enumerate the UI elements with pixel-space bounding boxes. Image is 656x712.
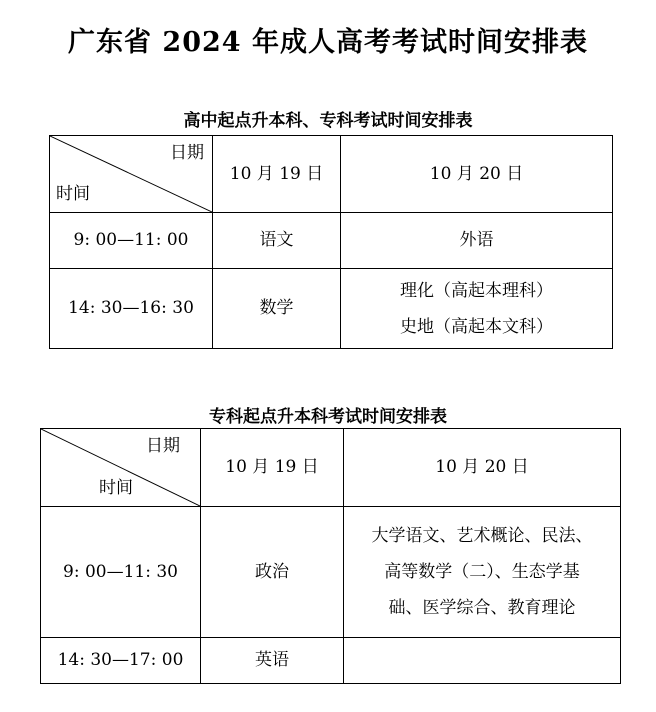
table2-row1-day2 bbox=[344, 507, 621, 638]
table1-row1-day1: 语文 bbox=[213, 213, 341, 269]
table1-col-header-day2: 10 月 20 日 bbox=[341, 136, 613, 213]
table2-corner-time: 时间 bbox=[99, 478, 133, 499]
table2-corner-date: 日期 bbox=[146, 436, 180, 456]
table1-col-header-day1: 10 月 19 日 bbox=[213, 136, 341, 213]
table1-corner-date: 日期 bbox=[170, 143, 204, 163]
table1-row2-day2-line: 史地（高起本文科） bbox=[400, 316, 553, 337]
table2-caption: 专科起点升本科考试时间安排表 bbox=[209, 407, 447, 427]
table1-row2-day1: 数学 bbox=[213, 269, 341, 349]
table2-row1-day2-line: 大学语文、艺术概论、民法、 bbox=[371, 526, 593, 546]
table2-col-header-day2: 10 月 20 日 bbox=[344, 429, 621, 507]
table1 bbox=[49, 135, 613, 349]
table2-row2-day1: 英语 bbox=[201, 638, 344, 684]
table1-row1-day2-line: 外语 bbox=[459, 230, 494, 251]
table2-row1-day2-line: 高等数学（二）、生态学基 bbox=[384, 562, 580, 582]
table1-row1-day2 bbox=[341, 213, 613, 269]
table2 bbox=[40, 428, 621, 684]
table2-row1-day2-line: 础、医学综合、教育理论 bbox=[388, 598, 576, 618]
table2-row2-time: 14: 30—17: 00 bbox=[41, 638, 201, 684]
table1-row1-time: 9: 00—11: 00 bbox=[50, 213, 213, 269]
table2-row1-day1: 政治 bbox=[201, 507, 344, 638]
table1-corner-cell bbox=[50, 136, 213, 213]
table2-row2-day2 bbox=[344, 638, 621, 684]
table1-row2-day2 bbox=[341, 269, 613, 349]
page-title: 广东省 2024 年成人高考考试时间安排表 bbox=[68, 27, 588, 58]
table2-col-header-day1: 10 月 19 日 bbox=[201, 429, 344, 507]
table2-corner-cell bbox=[41, 429, 201, 507]
table2-row1-time: 9: 00—11: 30 bbox=[41, 507, 201, 638]
table1-corner-time: 时间 bbox=[56, 184, 90, 205]
table1-row2-time: 14: 30—16: 30 bbox=[50, 269, 213, 349]
table1-row2-day2-line: 理化（高起本理科） bbox=[400, 280, 553, 301]
table1-caption: 高中起点升本科、专科考试时间安排表 bbox=[183, 111, 473, 131]
